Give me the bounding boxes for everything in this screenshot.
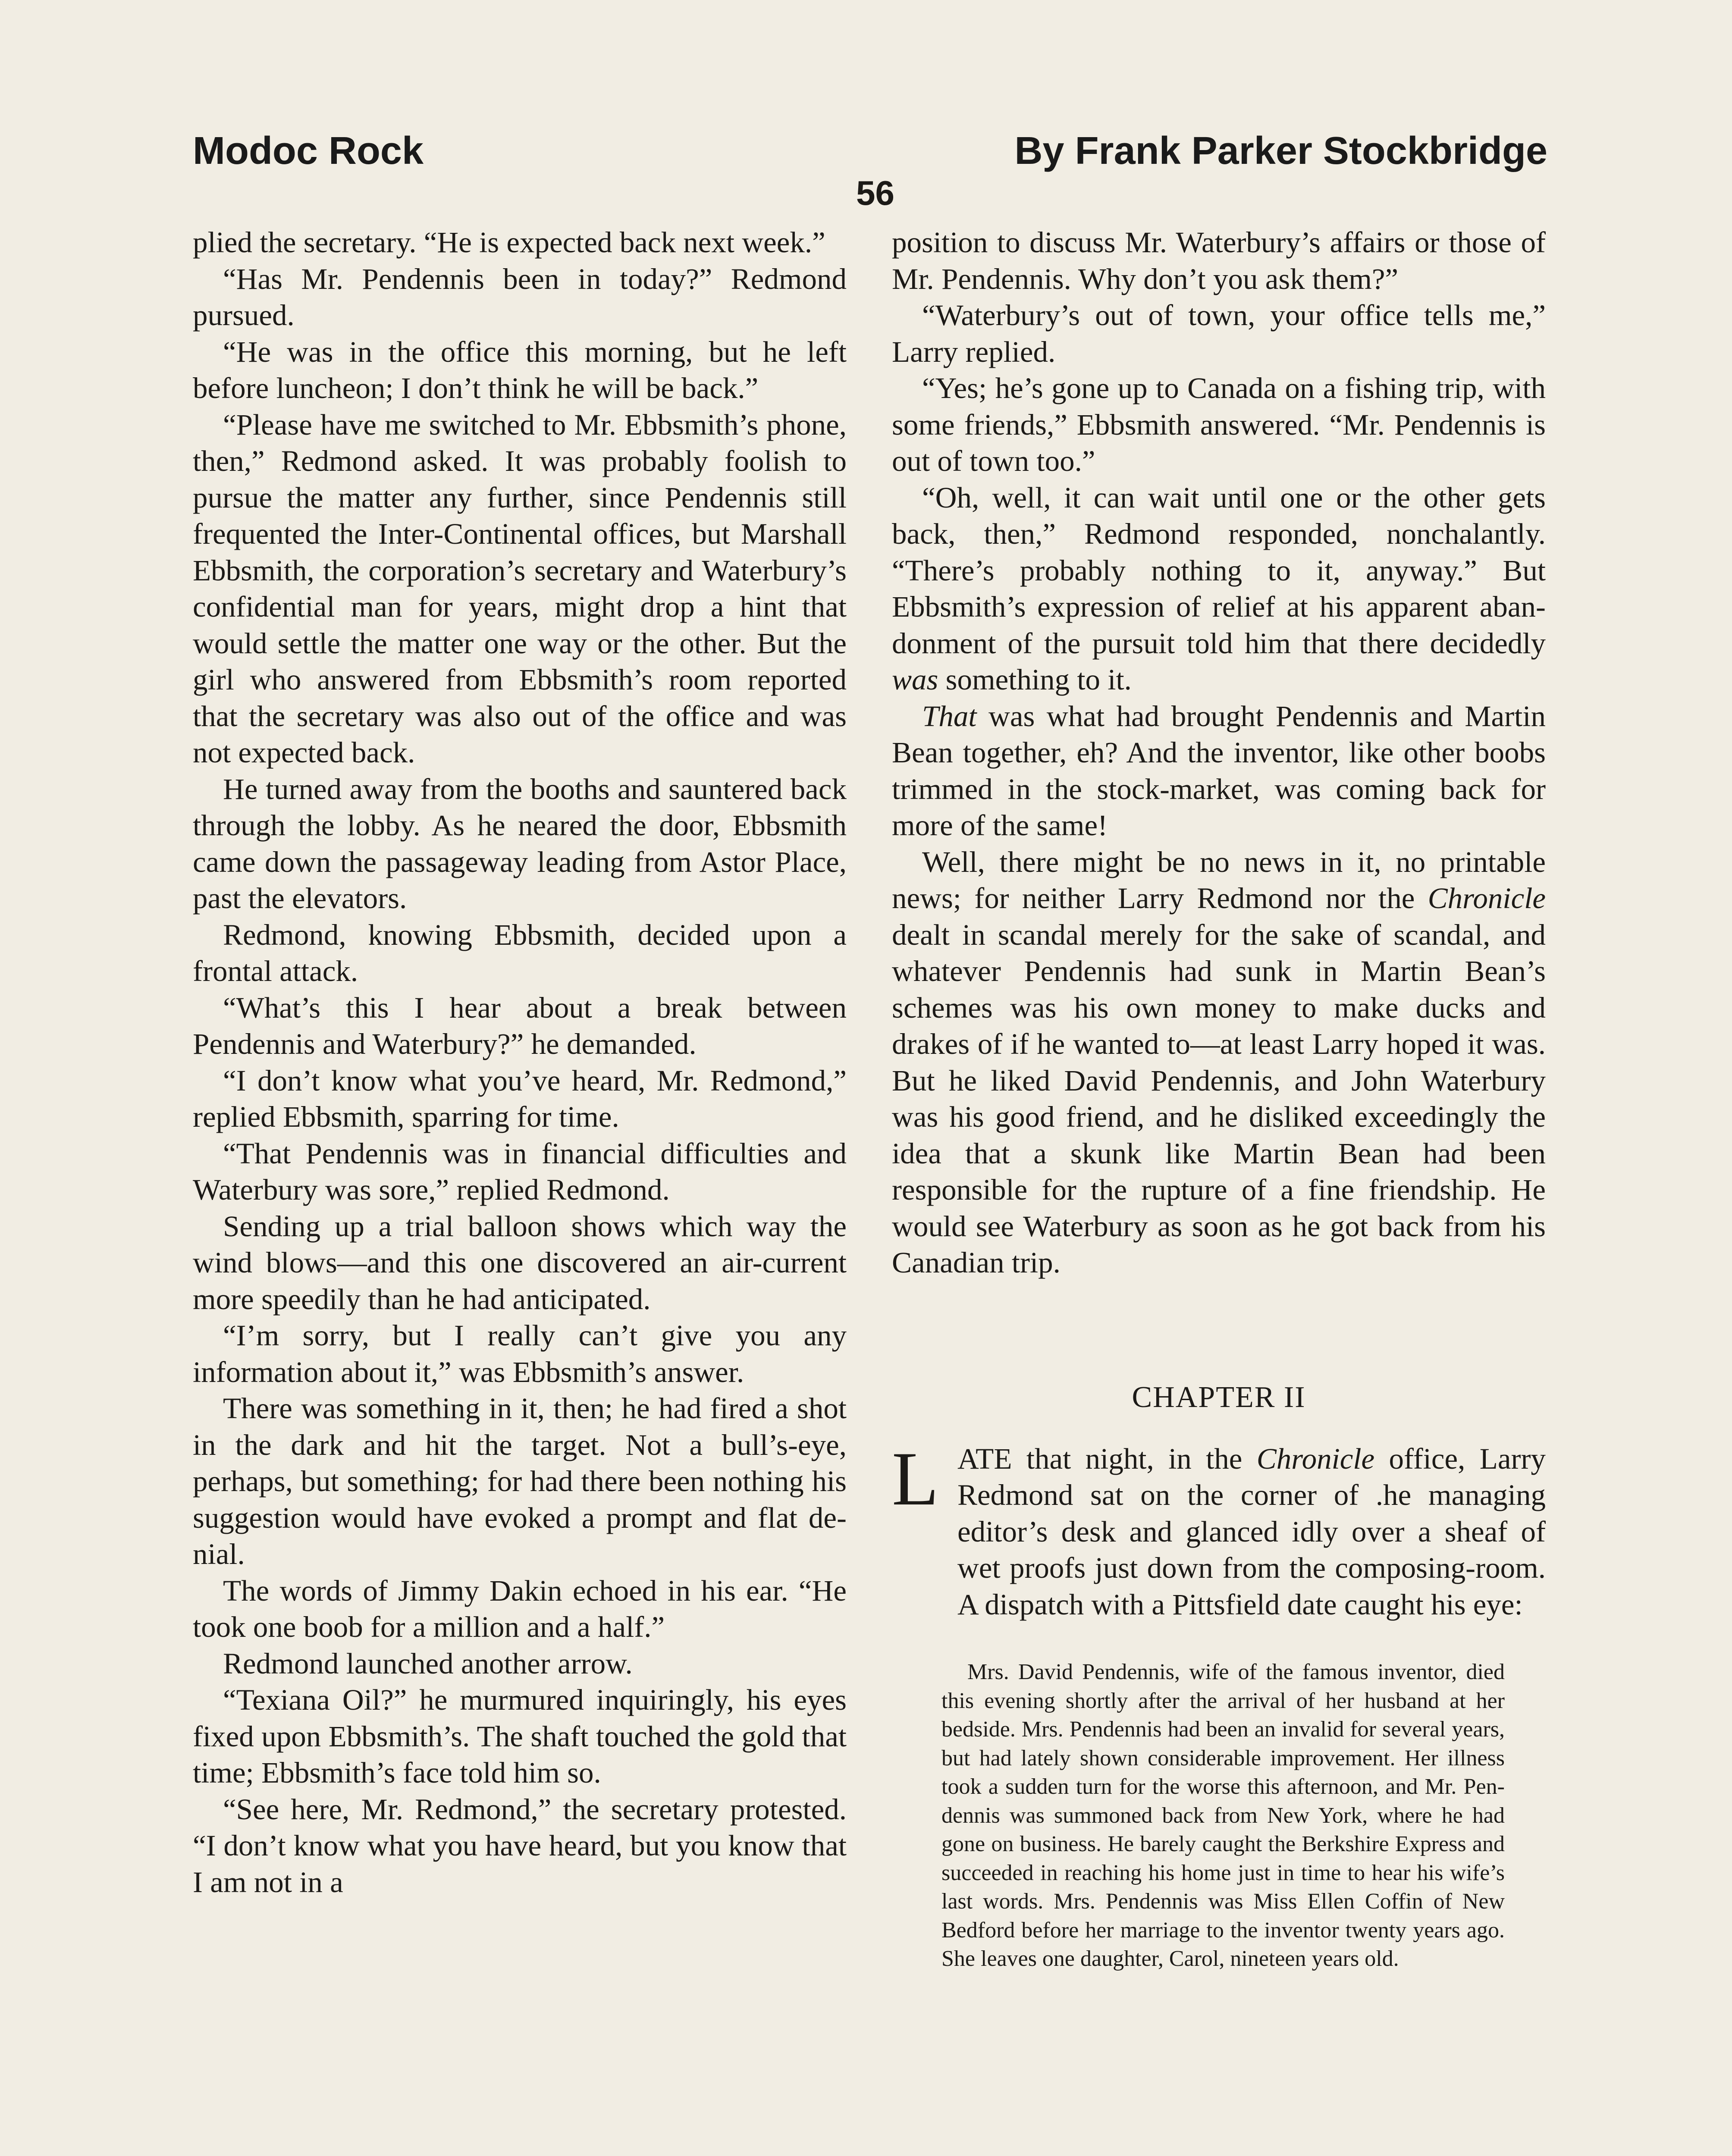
paragraph: “I don’t know what you’ve heard, Mr. Redmond,” replied Ebbsmith, sparring for time.: [193, 1064, 847, 1133]
paragraph: “Waterbury’s out of town, your office tells me,” Larry replied.: [892, 299, 1546, 368]
paragraph-text: something to it.: [938, 663, 1132, 696]
paragraph: “I’m sorry, but I really can’t give you any information about it,” was Ebbsmith’s answer.: [193, 1319, 847, 1388]
paragraph: plied the secretary. “He is expected back next week.”: [193, 226, 825, 259]
newspaper-name: Chronicle: [1256, 1442, 1375, 1475]
paragraph: Redmond launched another arrow.: [223, 1647, 633, 1680]
paragraph-text: “Oh, well, it can wait until one or the other gets back, then,” Redmond responded, nonchalantly. “There’s probably nothing to it, anyway.” But Ebbsmith’s expression of relief at his apparent abandonment of the pursuit told him that there decidedly: [892, 481, 1546, 660]
paragraph: The words of Jimmy Dakin echoed in his ear. “He took one boob for a million and a half.”: [193, 1574, 847, 1643]
paragraph: “He was in the office this morning, but he left before luncheon; I don’t think he will be back.”: [193, 335, 847, 404]
paragraph-text: ATE that night, in the: [957, 1442, 1257, 1475]
paragraph-text: was what had brought Pendennis and Martin Bean together, eh? And the inventor, like other boobs trimmed in the stock-market, was coming back for more of the same!: [892, 699, 1546, 842]
paragraph: position to discuss Mr. Waterbury’s affairs or those of Mr. Pendennis. Why don’t you ask them?”: [892, 226, 1546, 295]
paragraph: “Please have me switched to Mr. Ebbsmith’s phone, then,” Redmond asked. It was probably foolish to pursue the matter any further, since Pendennis still frequented the Inter-Continental offices, but Marshall Ebbsmith, the corporation’s secretary and Waterbury’s confidential man for years, might drop a hint that would settle the matter one way or the other. But the girl who answered from Ebbsmith’s room reported that the secretary was also out of the office and was not expected back.: [193, 408, 847, 769]
paragraph: “That Pendennis was in financial difficulties and Waterbury was sore,” replied Redmond.: [193, 1137, 847, 1206]
paragraph: He turned away from the booths and sauntered back through the lobby. As he neared the door, Ebbsmith came down the passageway leading from Astor Place, past the elevators.: [193, 772, 847, 915]
news-dispatch: Mrs. David Pendennis, wife of the famous inventor, died this evening shortly after the arrival of her husband at her bedside. Mrs. Pendennis had been an invalid for several years, but had lately shown considerable improvement. Her illness took a sudden turn for the worse this afternoon, and Mr. Pendennis was summoned back from New York, where he had gone on business. He barely caught the Berkshire Express and succeeded in reaching his home just in time to hear his wife’s last words. Mrs. Pendennis was Miss Ellen Coffin of New Bedford before her marriage to the inventor twenty years ago. She leaves one daughter, Carol, nineteen years old.: [941, 1660, 1505, 1971]
paragraph: “Has Mr. Pendennis been in today?” Redmond pursued.: [193, 262, 847, 332]
paragraph: [892, 479, 1546, 698]
story-title: Modoc Rock: [193, 129, 424, 172]
paragraph: [892, 698, 1546, 844]
drop-cap: L: [892, 1435, 939, 1521]
chapter-heading: CHAPTER II: [1132, 1380, 1306, 1414]
chapter-opening-paragraph: [892, 1435, 1546, 1623]
paragraph: Sending up a trial balloon shows which way the wind blows—and this one discovered an air-current more speedily than he had anticipated.: [193, 1210, 847, 1316]
italic-emphasis: That: [922, 699, 977, 733]
paragraph: “See here, Mr. Redmond,” the secretary protested. “I don’t know what you have heard, but you know that I am not in a: [193, 1792, 847, 1899]
paragraph: There was something in it, then; he had fired a shot in the dark and hit the target. Not a bull’s-eye, perhaps, but something; for had there been nothing his suggestion would have evoked a prompt and flat denial.: [193, 1392, 847, 1570]
paragraph: Redmond, knowing Ebbsmith, decided upon a frontal attack.: [193, 918, 847, 987]
paragraph-text: dealt in scandal merely for the sake of scandal, and whatever Pendennis had sunk in Martin Bean’s schemes was his own money to make ducks and drakes of if he wanted to—at least Larry hoped it was. But he liked David Pendennis, and John Waterbury was his good friend, and he disliked exceedingly the idea that a skunk like Martin Bean had been responsible for the rupture of a fine friendship. He would see Waterbury as soon as he got back from his Canadian trip.: [892, 918, 1546, 1279]
paragraph-text: office, Larry Redmond sat on the corner of .he managing editor’s desk and glanced idly over a sheaf of wet proofs just down from the composing-room. A dispatch with a Pittsfield date caught his eye:: [957, 1442, 1546, 1621]
author-byline: By Frank Parker Stockbridge: [1014, 129, 1547, 172]
left-column: [193, 224, 847, 1900]
newspaper-name: Chronicle: [1428, 882, 1546, 915]
page-number: 56: [856, 174, 894, 212]
italic-emphasis: was: [892, 663, 938, 696]
right-column: [892, 224, 1546, 1974]
paragraph: “What’s this I hear about a break between Pendennis and Waterbury?” he demanded.: [193, 991, 847, 1060]
paragraph-text: Well, there might be no news in it, no printable news; for neither Larry Redmond nor the: [892, 845, 1546, 915]
paragraph: “Texiana Oil?” he murmured inquiringly, his eyes fixed upon Ebbsmith’s. The shaft touched the gold that time; Ebbsmith’s face told him so.: [193, 1683, 847, 1789]
paragraph: [892, 844, 1546, 1281]
paragraph: “Yes; he’s gone up to Canada on a fishing trip, with some friends,” Ebbsmith answered. “Mr. Pendennis is out of town too.”: [892, 372, 1546, 477]
